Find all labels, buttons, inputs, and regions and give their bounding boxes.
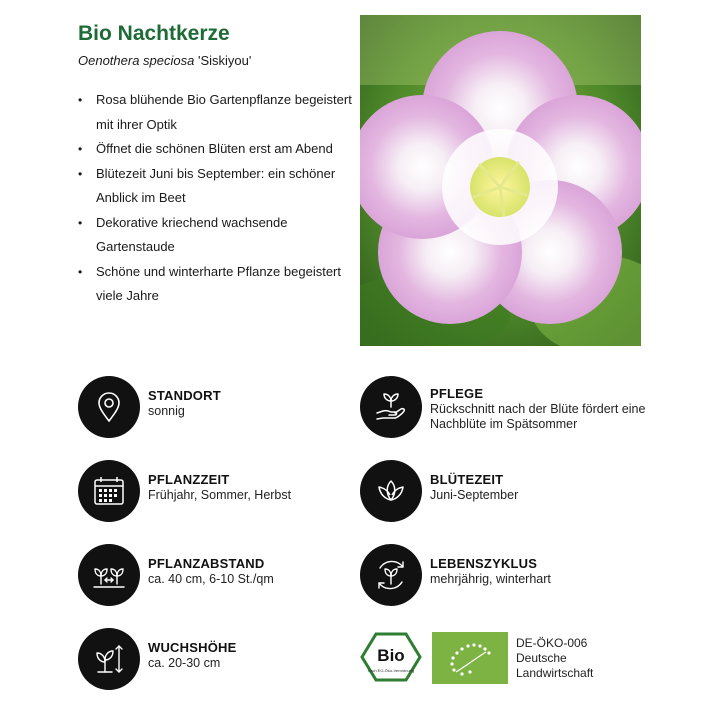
- bullet-item: • Dekorative kriechend wachsende Gartenstaude: [78, 211, 358, 260]
- feature-value: Juni-September: [430, 488, 519, 502]
- feature-value: Frühjahr, Sommer, Herbst: [148, 488, 292, 502]
- hand-sprout-icon: [360, 376, 422, 438]
- product-subtitle: [78, 53, 251, 68]
- feature-value: ca. 40 cm, 6-10 St./qm: [148, 572, 274, 586]
- certification-text: [516, 636, 593, 681]
- feature-label: PFLEGE: [430, 386, 484, 401]
- location-pin-icon: [78, 376, 140, 438]
- product-photo: [360, 15, 641, 346]
- feature-pflanzabstand: [78, 544, 378, 608]
- origin-line-2: Landwirtschaft: [516, 666, 594, 680]
- bullet-item: • Schöne und winterharte Pflanze begeistert viele Jahre: [78, 260, 358, 309]
- feature-label: LEBENSZYKLUS: [430, 556, 538, 571]
- feature-label: WUCHSHÖHE: [148, 640, 237, 655]
- feature-value: ca. 20-30 cm: [148, 656, 221, 670]
- calendar-icon: [78, 460, 140, 522]
- lotus-flower-icon: [360, 460, 422, 522]
- feature-wuchshoehe: [78, 628, 378, 692]
- feature-label: BLÜTEZEIT: [430, 472, 504, 487]
- flower-image: [360, 15, 641, 346]
- plant-spacing-icon: [78, 544, 140, 606]
- feature-pflanzzeit: [78, 460, 378, 524]
- bio-seal-logo: [360, 632, 422, 682]
- feature-value: mehrjährig, winterhart: [430, 572, 551, 586]
- svg-text:Bio: Bio: [377, 646, 405, 665]
- feature-value: Rückschnitt nach der Blüte fördert eine Nachblüte im Spätsommer: [430, 402, 646, 431]
- plant-height-icon: [78, 628, 140, 690]
- eu-organic-leaf-logo: [432, 632, 508, 684]
- feature-label: PFLANZZEIT: [148, 472, 230, 487]
- eco-control-code: DE-ÖKO-006: [516, 636, 588, 650]
- feature-label: PFLANZABSTAND: [148, 556, 265, 571]
- feature-bluetezeit: [360, 460, 660, 524]
- origin-line-1: Deutsche: [516, 651, 567, 665]
- cultivar-name: 'Siskiyou': [197, 53, 252, 68]
- bullet-item: • Rosa blühende Bio Gartenpflanze begeistert mit ihrer Optik: [78, 88, 358, 137]
- svg-text:nach EG-Öko-Verordnung: nach EG-Öko-Verordnung: [367, 668, 415, 673]
- feature-label: STANDORT: [148, 388, 221, 403]
- bullet-item: • Öffnet die schönen Blüten erst am Abend: [78, 137, 358, 162]
- feature-bullet-list: [78, 88, 358, 309]
- latin-name: Oenothera speciosa: [78, 53, 195, 68]
- product-title: Bio Nachtkerze: [78, 22, 230, 45]
- bullet-item: • Blütezeit Juni bis September: ein schöner Anblick im Beet: [78, 162, 358, 211]
- plant-cycle-icon: [360, 544, 422, 606]
- feature-pflege: [360, 376, 680, 440]
- feature-value: sonnig: [148, 404, 185, 418]
- feature-standort: [78, 376, 378, 440]
- feature-lebenszyklus: [360, 544, 660, 608]
